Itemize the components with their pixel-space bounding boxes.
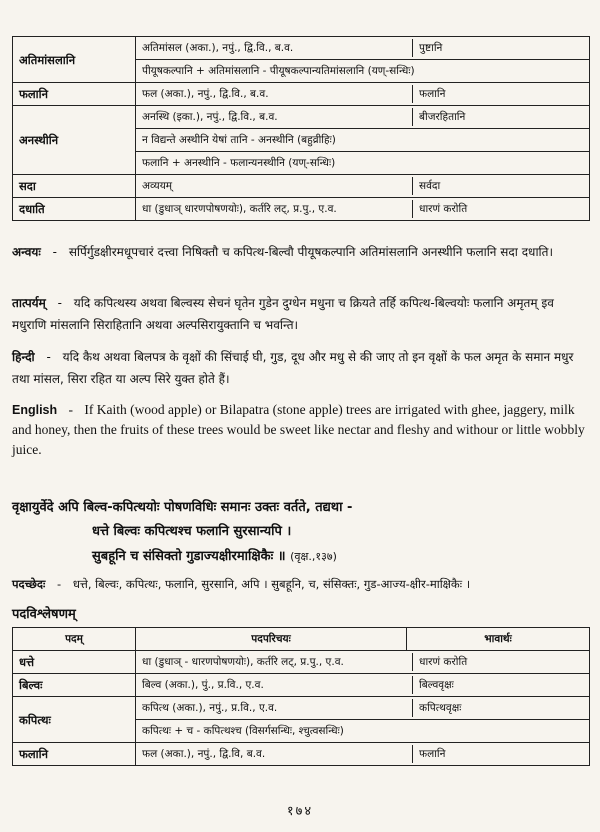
analysis-cell bbox=[136, 198, 590, 221]
tatparya-text: यदि कपित्थस्य अथवा बिल्वस्य सेचनं घृतेन गुडेन दुग्धेन मधुना च क्रियते तर्हि कपित्थ-बिल्वयोः फलानि अमृतम् इव मधुराणि मांसलानि सिराहितानि अथवा अल्पसिरायुक्तानि च भवन्ति। bbox=[12, 296, 554, 332]
meaning-text: फलानि bbox=[419, 748, 446, 760]
sandhi-row bbox=[136, 720, 589, 742]
hindi-paragraph bbox=[12, 346, 590, 390]
sandhi-row bbox=[136, 152, 589, 174]
english-text: If Kaith (wood apple) or Bilapatra (stone apple) trees are irrigated with ghee, jaggery, milk and honey, then the fruits of these trees would be sweet like nectar and fleshy and withour or little wobbly juice. bbox=[12, 402, 585, 457]
page-number: १७४ bbox=[286, 804, 314, 819]
verse-line-2-text: सुबहूनि च संसिक्तो गुडाज्यक्षीरमाक्षिकैः ॥ bbox=[92, 549, 286, 564]
word-cell: कपित्थः bbox=[13, 697, 136, 743]
grammar-text: अतिमांसल (अका.), नपुं., द्वि.वि., ब.व. bbox=[142, 39, 413, 57]
tatparya-label: तात्पर्यम् bbox=[12, 296, 46, 310]
padaccheda-text: धत्ते, बिल्वः, कपित्थः, फलानि, सुरसानि, अपि । सुबहूनि, च, संसिक्तः, गुड-आज्य-क्षीर-माक्षिकैः । bbox=[72, 577, 471, 591]
analysis-cell bbox=[136, 697, 590, 743]
word-cell: बिल्वः bbox=[13, 674, 136, 697]
meaning-text: सर्वदा bbox=[419, 180, 441, 192]
anvaya-label: अन्वयः bbox=[12, 245, 41, 259]
grammar-text: फल (अका.), नपुं., द्वि.वि, ब.व. bbox=[142, 745, 413, 763]
english-label: English bbox=[12, 403, 58, 417]
meaning-text: बीजरहितानि bbox=[419, 111, 466, 123]
padaccheda-sep: - bbox=[57, 577, 62, 591]
anvaya-text: सर्पिर्गुडक्षीरमधूपचारं दत्त्वा निषिक्तौ च कपित्थ-बिल्वौ पीयूषकल्पानि अतिमांसलानि अनस्थीनि फलानि सदा दधाति। bbox=[68, 245, 554, 259]
english-sep: - bbox=[68, 402, 74, 417]
table-row bbox=[13, 674, 590, 697]
verse-line-1: धत्ते बिल्वः कपित्थश्च फलानि सुरसान्यपि । bbox=[92, 524, 292, 539]
grammar-text: अव्ययम् bbox=[142, 177, 413, 195]
word-cell: फलानि bbox=[13, 83, 136, 106]
meaning-text: बिल्ववृक्षः bbox=[419, 679, 454, 691]
english-paragraph bbox=[12, 400, 590, 460]
grammar-text: कपित्थ (अका.), नपुं., प्र.वि., ए.व. bbox=[142, 699, 413, 717]
analysis-cell bbox=[136, 651, 590, 674]
word-cell: धत्ते bbox=[13, 651, 136, 674]
anvaya-sep: - bbox=[52, 245, 57, 259]
table-row bbox=[13, 83, 590, 106]
analysis-row bbox=[136, 674, 589, 696]
analysis-cell bbox=[136, 106, 590, 175]
table-row bbox=[13, 37, 590, 83]
analysis-row bbox=[136, 106, 589, 129]
analysis-row bbox=[136, 83, 589, 105]
meaning-text: पुष्टानि bbox=[419, 42, 443, 54]
padaccheda-paragraph bbox=[12, 573, 590, 595]
padaccheda-label: पदच्छेदः bbox=[12, 577, 46, 591]
meaning-text: कपित्थवृक्षः bbox=[419, 702, 462, 714]
verse-line-2 bbox=[92, 546, 337, 564]
word-cell: अनस्थीनि bbox=[13, 106, 136, 175]
analysis-row bbox=[136, 743, 589, 765]
sandhi-row bbox=[136, 129, 589, 152]
tatparya-sep: - bbox=[57, 296, 62, 310]
table-row bbox=[13, 175, 590, 198]
grammar-text: फल (अका.), नपुं., द्वि.वि., ब.व. bbox=[142, 85, 413, 103]
analysis-cell bbox=[136, 83, 590, 106]
table-row bbox=[13, 651, 590, 674]
analysis-row bbox=[136, 37, 589, 60]
table-row bbox=[13, 106, 590, 175]
grammar-text: अनस्थि (इका.), नपुं., द्वि.वि., ब.व. bbox=[142, 108, 413, 126]
hindi-text: यदि कैथ अथवा बिलपत्र के वृक्षों की सिंचाई घी, गुड, दूध और मधु से की जाए तो इन वृक्षों के फल अमृत के समान मधुर तथा मांसल, सिरा रहित या अल्प सिरे युक्त होते हैं। bbox=[12, 350, 574, 386]
tatparya-paragraph bbox=[12, 292, 590, 336]
table-row bbox=[13, 198, 590, 221]
word-cell: सदा bbox=[13, 175, 136, 198]
padavishleshana-title: पदविश्लेषणम् bbox=[12, 607, 76, 622]
hindi-label: हिन्दी bbox=[12, 350, 35, 364]
analysis-cell bbox=[136, 743, 590, 766]
meaning-text: धारणं करोति bbox=[419, 656, 468, 668]
word-analysis-table-1 bbox=[12, 36, 590, 221]
grammar-text: पीयूषकल्पानि + अतिमांसलानि - पीयूषकल्पान्यतिमांसलानि (यण्-सन्धिः) bbox=[142, 65, 415, 77]
anvaya-paragraph bbox=[12, 241, 590, 263]
table-row bbox=[13, 743, 590, 766]
grammar-text: धा (डुधाञ् - धारणपोषणयोः), कर्तरि लट्, प्र.पु., ए.व. bbox=[142, 653, 413, 671]
analysis-row bbox=[136, 651, 589, 673]
analysis-row bbox=[136, 697, 589, 720]
word-cell: अतिमांसलानि bbox=[13, 37, 136, 83]
grammar-text: कपित्थः + च - कपित्थश्च (विसर्गसन्धिः, श्चुत्वसन्धिः) bbox=[142, 725, 344, 737]
analysis-cell bbox=[136, 37, 590, 83]
verse-reference: (वृक्ष.,१३७) bbox=[290, 550, 337, 563]
analysis-row bbox=[136, 198, 589, 220]
analysis-cell bbox=[136, 175, 590, 198]
table-row bbox=[13, 697, 590, 743]
verse-intro: वृक्षायुर्वेदे अपि बिल्व-कपित्थयोः पोषणविधिः समानः उक्तः वर्तते, तद्यथा - bbox=[12, 500, 353, 515]
table2-header-cell: पदपरिचयः bbox=[136, 628, 407, 651]
hindi-sep: - bbox=[46, 350, 51, 364]
table2-header-row bbox=[13, 628, 590, 651]
word-cell: दधाति bbox=[13, 198, 136, 221]
word-analysis-table-2 bbox=[12, 627, 590, 766]
meaning-text: फलानि bbox=[419, 88, 446, 100]
grammar-text: धा (डुधाञ् धारणपोषणयोः), कर्तरि लट्, प्र.पु., ए.व. bbox=[142, 200, 413, 218]
word-cell: फलानि bbox=[13, 743, 136, 766]
meaning-text: धारणं करोति bbox=[419, 203, 468, 215]
grammar-text: न विद्यन्ते अस्थीनि येषां तानि - अनस्थीनि (बहुव्रीहिः) bbox=[142, 134, 336, 146]
grammar-text: फलानि + अनस्थीनि - फलान्यनस्थीनि (यण्-सन्धिः) bbox=[142, 157, 336, 169]
sandhi-row bbox=[136, 60, 589, 82]
grammar-text: बिल्व (अका.), पुं., प्र.वि., ए.व. bbox=[142, 676, 413, 694]
table2-header-cell: भावार्थः bbox=[407, 628, 590, 651]
analysis-cell bbox=[136, 674, 590, 697]
analysis-row bbox=[136, 175, 589, 197]
table2-header-cell: पदम् bbox=[13, 628, 136, 651]
